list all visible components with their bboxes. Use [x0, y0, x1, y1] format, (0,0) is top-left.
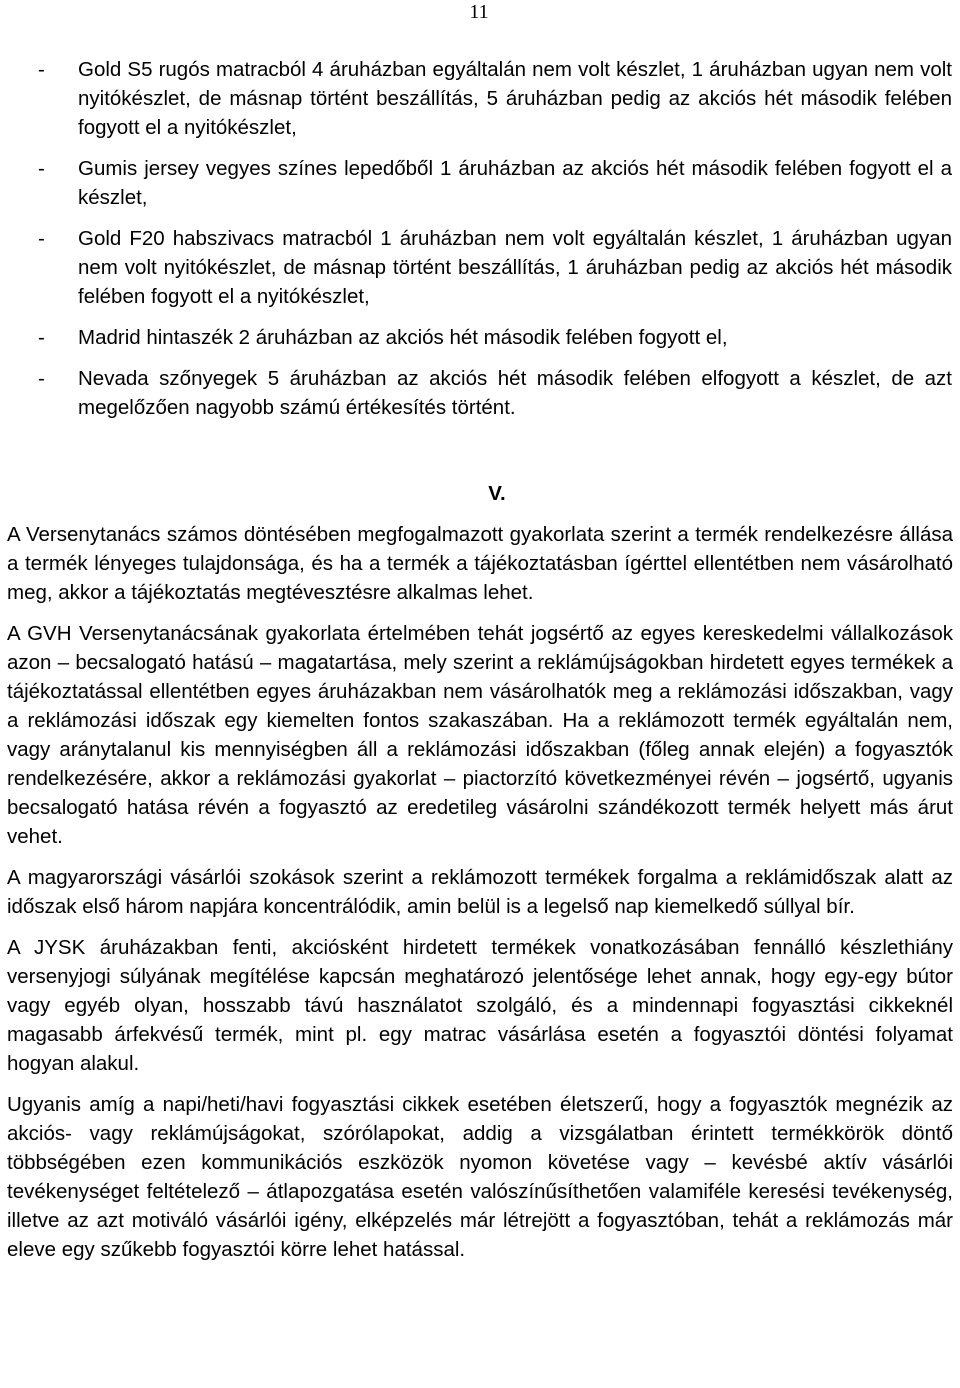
page-number: 11 — [469, 1, 489, 23]
list-item-text: Nevada szőnyegek 5 áruházban az akciós hét második felében elfogyott a készlet, de azt megelőzően nagyobb számú értékesítés történt. — [78, 367, 952, 419]
list-dash: - — [38, 157, 45, 180]
list-dash: - — [38, 367, 45, 390]
paragraph: A JYSK áruházakban fenti, akciósként hirdetett termékek vonatkozásában fennálló készlethiány versenyjogi súlyának megítélése kapcsán meghatározó jelentősége lehet annak, hogy egy-egy bútor vagy egyéb olyan, hosszabb távú használatot szolgáló, és a mindennapi fogyasztási cikkeknél magasabb árfekvésű termék, mint pl. egy matrac vásárlása esetén a fogyasztói döntési folyamat hogyan alakul. — [7, 936, 953, 1075]
paragraph: A magyarországi vásárlói szokások szerint a reklámozott termékek forgalma a reklámidőszak alatt az időszak első három napjára koncentrálódik, amin belül is a legelső nap kiemelkedő súllyal bír. — [7, 866, 953, 918]
section-body — [7, 520, 953, 1276]
list-item-text: Gumis jersey vegyes színes lepedőből 1 áruházban az akciós hét második felében fogyott el a készlet, — [78, 157, 952, 209]
list-item — [0, 154, 960, 212]
list-dash: - — [38, 326, 45, 349]
list-dash: - — [38, 58, 45, 81]
stock-shortage-list — [0, 55, 960, 434]
paragraph: Ugyanis amíg a napi/heti/havi fogyasztási cikkek esetében életszerű, hogy a fogyasztók megnézik az akciós- vagy reklámújságokat, szórólapokat, addig a vizsgálatban érintett termékkörök döntő többségében ezen kommunikációs eszközök nyomon követése vagy – kevésbé aktív vásárlói tevékenységet feltételező – átlapozgatása esetén valószínűsíthetően valamiféle keresési tevékenység, illetve az azt motiváló vásárlói igény, elképzelés már létrejött a fogyasztóban, tehát a reklámozás már eleve egy szűkebb fogyasztói körre lehet hatással. — [7, 1093, 953, 1261]
list-item-text: Gold S5 rugós matracból 4 áruházban egyáltalán nem volt készlet, 1 áruházban ugyan nem volt nyitókészlet, de másnap történt beszállítás, 5 áruházban pedig az akciós hét második felében fogyott el a nyitókészlet, — [78, 58, 952, 139]
list-dash: - — [38, 227, 45, 250]
paragraph: A GVH Versenytanácsának gyakorlata értelmében tehát jogsértő az egyes kereskedelmi vállalkozások azon – becsalogató hatású – magatartása, mely szerint a reklámújságokban hirdetett egyes termékek a tájékoztatással ellentétben egyes áruházakban nem vásárolhatók meg a reklámozási időszakban, vagy a reklámozási időszak egy kiemelten fontos szakaszában. Ha a reklámozott termék egyáltalán nem, vagy aránytalanul kis mennyiségben áll a reklámozási időszakban (főleg annak elején) a fogyasztók rendelkezésére, akkor a reklámozási gyakorlat – piactorzító következményei révén – jogsértő, ugyanis becsalogató hatása révén a fogyasztó az eredetileg vásárolni szándékozott termék helyett más árut vehet. — [7, 622, 953, 848]
list-item — [0, 55, 960, 142]
list-item-text: Madrid hintaszék 2 áruházban az akciós hét második felében fogyott el, — [78, 326, 728, 349]
section-heading: V. — [488, 482, 506, 505]
list-item — [0, 364, 960, 422]
list-item — [0, 224, 960, 311]
list-item — [0, 323, 960, 352]
list-item-text: Gold F20 habszivacs matracból 1 áruházban nem volt egyáltalán készlet, 1 áruházban ugyan nem volt nyitókészlet, de másnap történt beszállítás, 1 áruházban pedig az akciós hét második felében fogyott el a nyitókészlet, — [78, 227, 952, 308]
paragraph: A Versenytanács számos döntésében megfogalmazott gyakorlata szerint a termék rendelkezésre állása a termék lényeges tulajdonsága, és ha a termék a tájékoztatásban ígérttel ellentétben nem vásárolható meg, akkor a tájékoztatás megtévesztésre alkalmas lehet. — [7, 523, 953, 604]
